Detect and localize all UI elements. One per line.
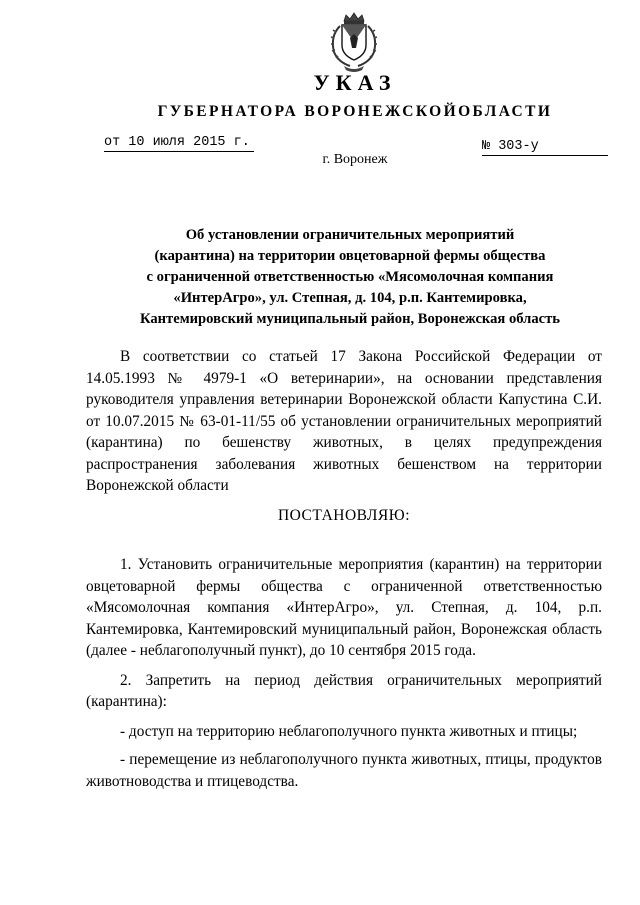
subject-line: «ИнтерАгро», ул. Степная, д. 104, р.п. Кантемировка, <box>173 290 527 306</box>
subject-line: с ограниченной ответственностью «Мясомолочная компания <box>146 269 554 285</box>
issue-city: г. Воронеж <box>322 152 388 167</box>
dash-item: - перемещение из неблагополучного пункта животных, птицы, продуктов животноводства и птицеводства. <box>86 751 602 790</box>
dash-item: - доступ на территорию неблагополучного пункта животных и птицы; <box>120 722 578 740</box>
document-subject <box>120 225 580 330</box>
document-date: от 10 июля 2015 г. <box>104 135 254 152</box>
document-number: № 303-у <box>482 139 608 156</box>
document-body <box>86 346 602 799</box>
subject-line: Об установлении ограничительных мероприятий <box>185 227 515 243</box>
subject-line: Кантемировский муниципальный район, Воронежская область <box>139 311 561 327</box>
decree-word: ПОСТАНОВЛЯЮ: <box>277 506 411 524</box>
issuer-title: ГУБЕРНАТОРА ВОРОНЕЖСКОЙОБЛАСТИ <box>157 103 553 120</box>
item-2-paragraph: 2. Запретить на период действия ограничительных мероприятий (карантина): <box>86 671 602 710</box>
preamble-paragraph: В соответствии со статьей 17 Закона Российской Федерации от 14.05.1993 № 4979-1 «О ветеринарии», на основании представления руководителя управления ветеринарии Воронежской области Капустина С.И. от 10.07.2015 № 63-01-11/55 об установлении ограничительных мероприятий (карантина) по бешенству животных, в целях предупреждения распространения заболевания животных бешенством на территории Воронежской области <box>86 348 602 494</box>
subject-line: (карантина) на территории овцетоварной фермы общества <box>154 248 546 264</box>
item-1-paragraph: 1. Установить ограничительные мероприятия (карантин) на территории овцетоварной фермы общества с ограниченной ответственностью «Мясомолочная компания «ИнтерАгро», ул. Степная, д. 104, р.п. Кантемировка, Кантемировский муниципальный район, Воронежская область (далее - неблагополучный пункт), до 10 сентября 2015 года. <box>86 556 602 659</box>
voronezh-coat-of-arms-icon <box>326 12 382 74</box>
document-type-title: УКАЗ <box>313 70 397 95</box>
